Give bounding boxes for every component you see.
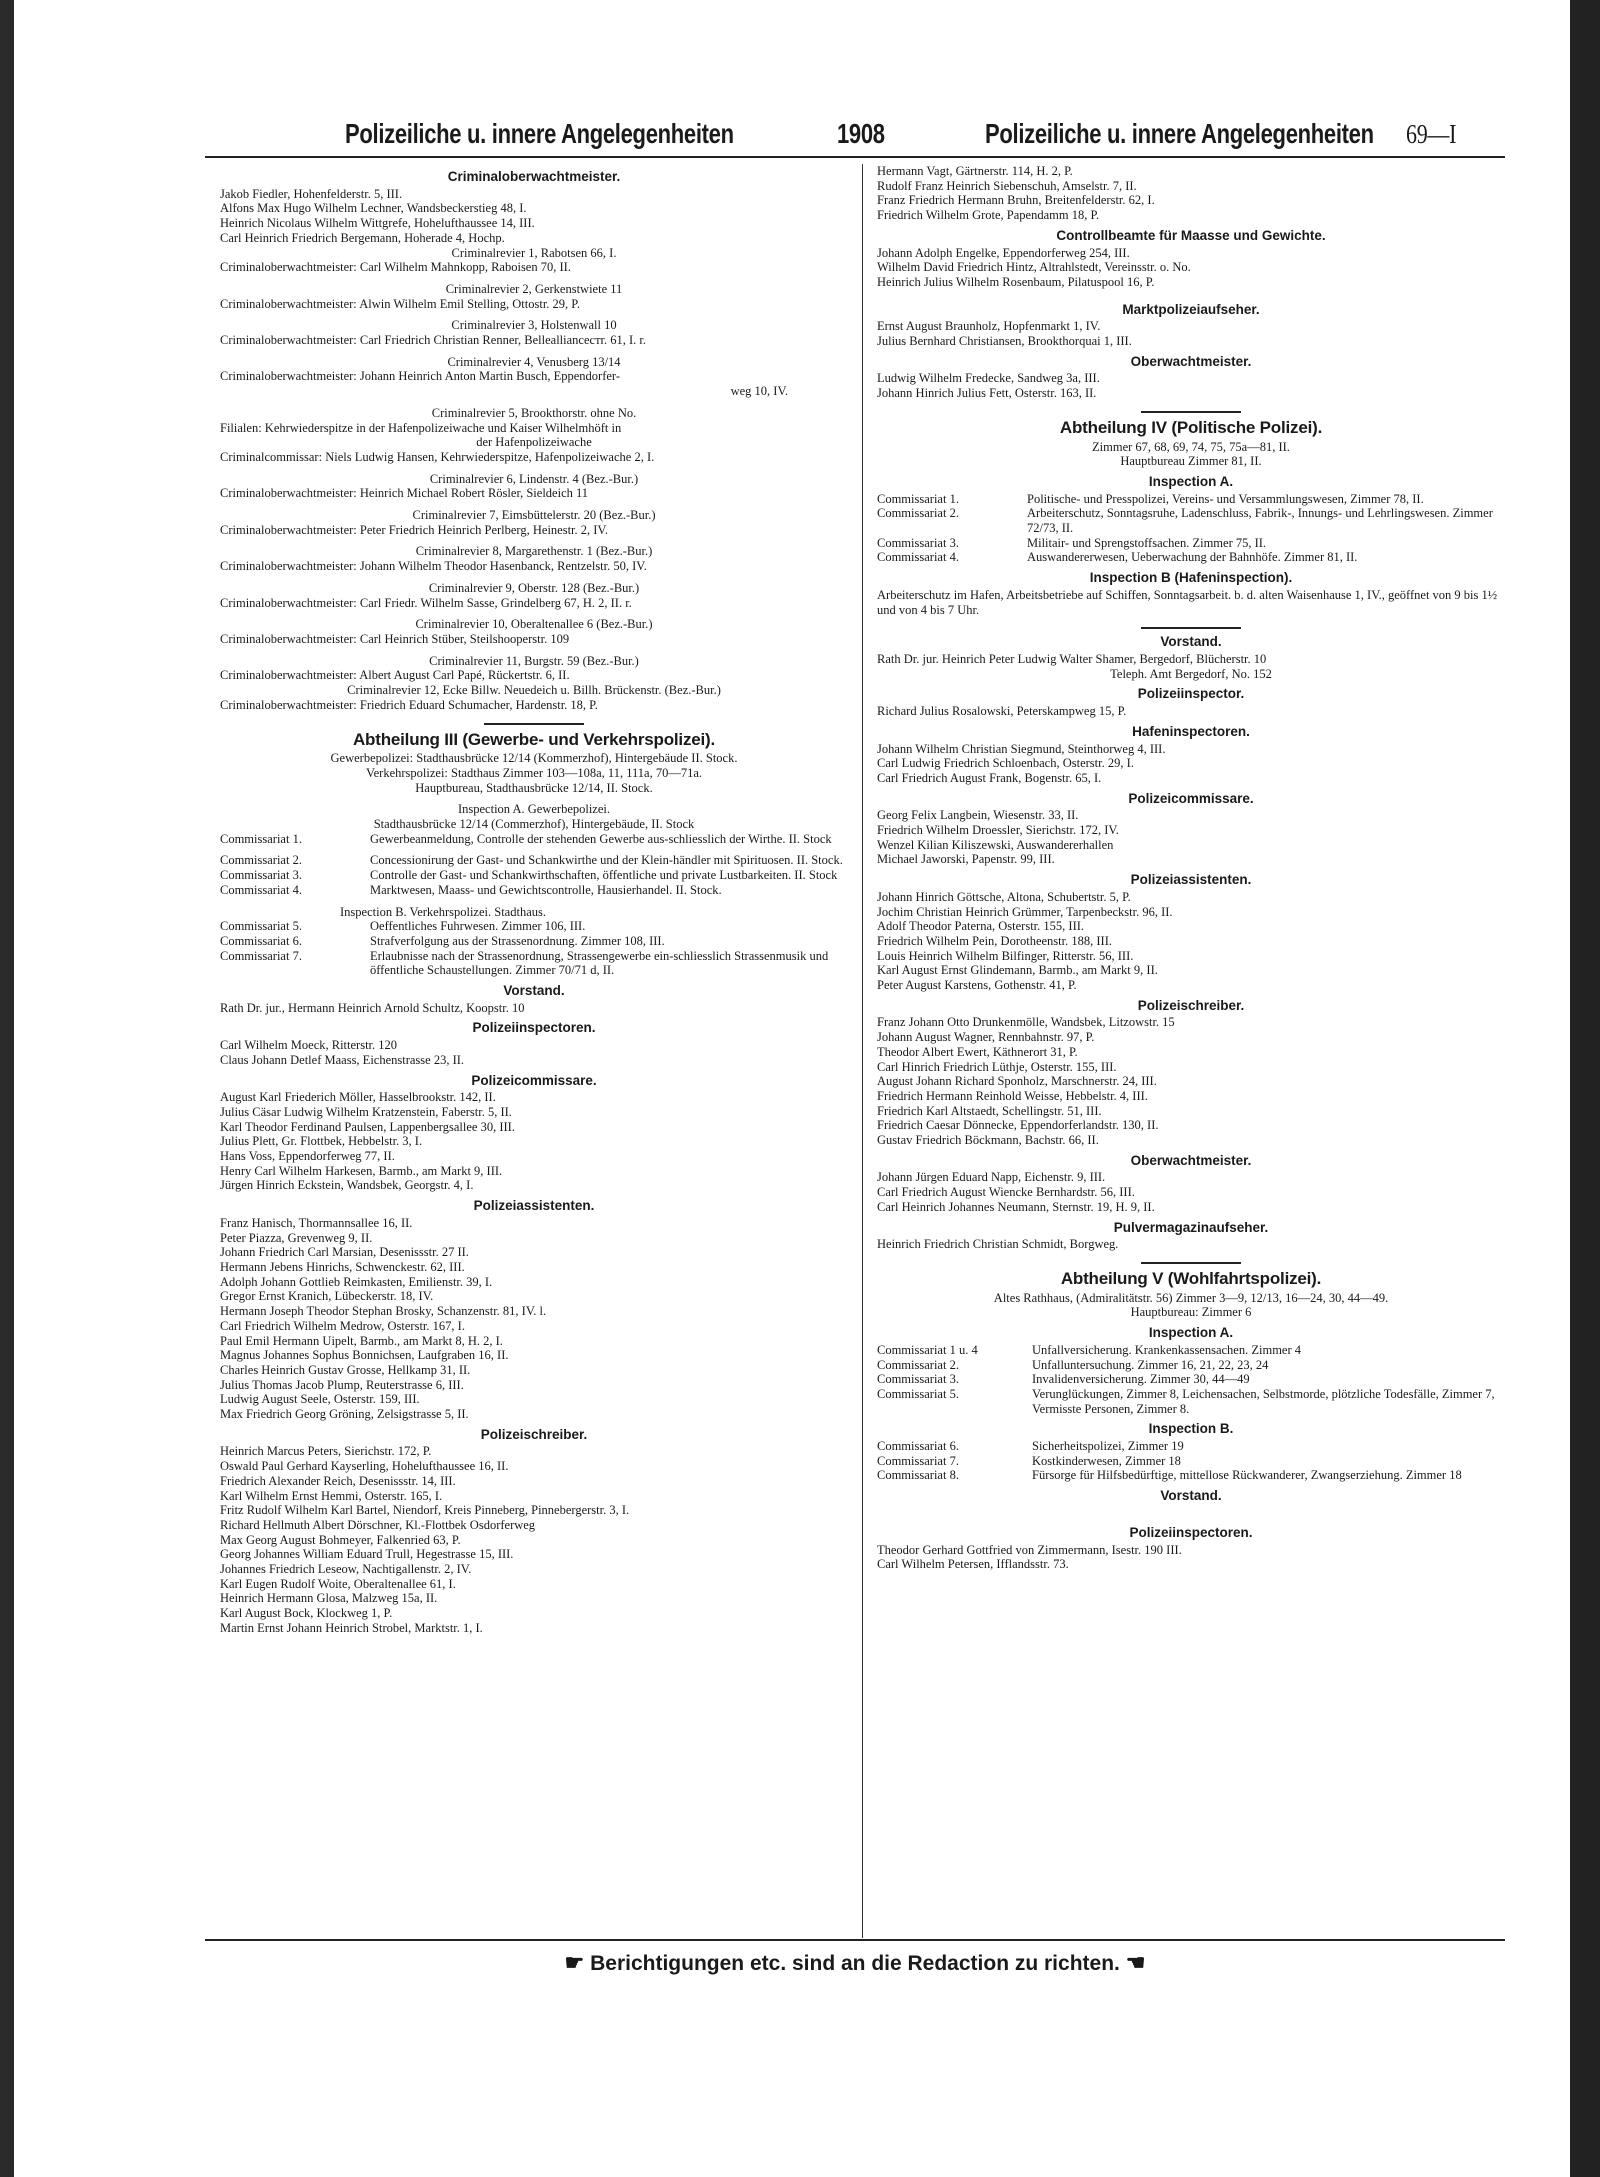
commissariat-row — [877, 492, 1505, 507]
commissariat-row — [220, 868, 848, 883]
entry-line: Franz Johann Otto Drunkenmölle, Wandsbek, Litzowstr. 15 — [877, 1015, 1175, 1030]
department-address: Hauptbureau, Stadthausbrücke 12/14, II. Stock. — [415, 780, 653, 795]
revier-title: Criminalrevier 6, Lindenstr. 4 (Bez.-Bur.) — [429, 471, 639, 486]
revier-title: Criminalrevier 3, Holstenwall 10 — [451, 318, 617, 333]
revier-block — [220, 683, 848, 712]
entry-line: Carl Hinrich Friedrich Lüthje, Osterstr. 155, III. — [877, 1059, 1117, 1074]
section-title: Marktpolizeiaufseher. — [1122, 301, 1260, 317]
entry-line: Johann Jürgen Eduard Napp, Eichenstr. 9, III. — [877, 1170, 1106, 1185]
entry-line: August Johann Richard Sponholz, Marschnerstr. 24, III. — [877, 1074, 1157, 1089]
entry-line: Criminaloberwachtmeister: Carl Heinrich Stüber, Steilshooperstr. 109 — [220, 631, 570, 646]
section-rule — [484, 723, 584, 725]
commissariat-label: Commissariat 4. — [877, 550, 959, 565]
section-title: Polizeischreiber. — [480, 1426, 588, 1442]
entry-line: Johann Hinrich Göttsche, Altona, Schubertstr. 5, P. — [877, 889, 1131, 904]
department-address: Altes Rathhaus, (Admiralitätstr. 56) Zimmer 3—9, 12/13, 16—24, 30, 44—49. — [993, 1290, 1389, 1305]
entry-line: Max Friedrich Georg Gröning, Zelsigstrasse 5, II. — [220, 1407, 469, 1422]
entry-line: Johann Adolph Engelke, Eppendorferweg 254, III. — [877, 245, 1130, 260]
commissariat-label: Commissariat 2. — [877, 1357, 959, 1372]
entry-line: Teleph. Amt Bergedorf, No. 152 — [1110, 666, 1272, 681]
commissariat-desc: Invalidenversicherung. Zimmer 30, 44—49 — [1032, 1372, 1250, 1387]
department-address: Hauptbureau: Zimmer 6 — [1130, 1305, 1252, 1320]
inspection-title: Inspection B. Verkehrspolizei. Stadthaus. — [340, 904, 546, 919]
section-title: Polizeicommissare. — [1128, 790, 1254, 806]
entry-line: Carl Friedrich Wilhelm Medrow, Osterstr. 167, I. — [220, 1318, 465, 1333]
bottom-rule — [205, 1939, 1505, 1941]
revier-title: Criminalrevier 8, Margarethenstr. 1 (Bez.-Bur.) — [415, 544, 653, 559]
commissariat-row — [877, 1358, 1505, 1373]
entry-line: Julius Plett, Gr. Flottbek, Hebbelstr. 3, I. — [220, 1134, 423, 1149]
commissariat-desc: Unfalluntersuchung. Zimmer 16, 21, 22, 23, 24 — [1032, 1357, 1269, 1372]
entry-line: Criminaloberwachtmeister: Carl Friedr. Wilhelm Sasse, Grindelberg 67, H. 2, II. r. — [220, 595, 632, 610]
revier-block — [220, 508, 848, 537]
commissariat-row — [877, 550, 1505, 565]
entry-line: Karl August Ernst Glindemann, Barmb., am Markt 9, II. — [877, 963, 1158, 978]
commissariat-label: Commissariat 3. — [220, 868, 302, 883]
entry-line: Hans Voss, Eppendorferweg 77, II. — [220, 1149, 395, 1164]
entry-line: Ernst August Braunholz, Hopfenmarkt 1, IV. — [877, 319, 1101, 334]
revier-block — [220, 282, 848, 311]
pointing-hand-left-icon: ☚ — [1125, 1950, 1146, 1975]
section-title: Vorstand. — [1160, 634, 1222, 650]
entry-line: Criminaloberwachtmeister: Carl Friedrich Christian Renner, Belleallianceстr. 61, I. r. — [220, 333, 647, 348]
section-rule — [1141, 1262, 1241, 1264]
commissariat-desc: Sicherheitspolizei, Zimmer 19 — [1032, 1439, 1184, 1454]
column-divider — [862, 164, 863, 1938]
entry-line: Friedrich Caesar Dönnecke, Eppendorferlandstr. 130, II. — [877, 1118, 1159, 1133]
header-year: 1908 — [837, 118, 885, 150]
entry-list — [220, 187, 848, 246]
entry-line: Theodor Gerhard Gottfried von Zimmermann, Isestr. 190 III. — [877, 1542, 1182, 1557]
section-title: Vorstand. — [1160, 1488, 1222, 1504]
department-address: Zimmer 67, 68, 69, 74, 75, 75a—81, II. — [1092, 439, 1290, 454]
commissariat-row — [220, 832, 848, 847]
commissariat-label: Commissariat 5. — [877, 1386, 959, 1401]
commissariat-desc: Arbeiterschutz, Sonntagsruhe, Ladenschluss, Fabrik-, Innungs- und Lehrlingswesen. Zimmer 72/73, II. — [1027, 506, 1493, 536]
revier-title: Criminalrevier 4, Venusberg 13/14 — [447, 354, 621, 369]
entry-line: Heinrich Hermann Glosa, Malzweg 15a, II. — [220, 1591, 438, 1606]
inspection-title: Inspection B (Hafeninspection). — [1089, 570, 1293, 586]
entry-line: Rath Dr. jur., Hermann Heinrich Arnold Schultz, Koopstr. 10 — [220, 1000, 525, 1015]
revier-block — [220, 355, 848, 399]
commissariat-desc: Concessionirung der Gast- und Schankwirthe und der Klein-händler mit Spirituosen. II. Stock. — [370, 853, 843, 868]
commissariat-label: Commissariat 3. — [877, 1372, 959, 1387]
entry-line: der Hafenpolizeiwache — [476, 435, 592, 450]
commissariat-row — [220, 949, 848, 978]
page-number: 69—I — [1406, 118, 1457, 150]
entry-line: Hermann Joseph Theodor Stephan Brosky, Schanzenstr. 81, IV. l. — [220, 1304, 547, 1319]
entry-line: Heinrich Marcus Peters, Sierichstr. 172, P. — [220, 1444, 432, 1459]
entry-line: Criminaloberwachtmeister: Johann Wilhelm Theodor Hasenbanck, Rentzelstr. 50, IV. — [220, 559, 647, 574]
entry-line: Criminaloberwachtmeister: Friedrich Eduard Schumacher, Hardenstr. 18, P. — [220, 697, 598, 712]
commissariat-desc: Oeffentliches Fuhrwesen. Zimmer 106, III. — [370, 919, 586, 934]
entry-line: Jürgen Hinrich Eckstein, Wandsbek, Georgstr. 4, I. — [220, 1178, 474, 1193]
entry-line: Charles Heinrich Gustav Grosse, Hellkamp 31, II. — [220, 1362, 471, 1377]
commissariat-label: Commissariat 4. — [220, 882, 302, 897]
commissariat-desc: Gewerbeanmeldung, Controlle der stehenden Gewerbe aus-schliesslich der Wirthe. II. Stock — [370, 831, 832, 846]
footer-text: Berichtigungen etc. sind an die Redaction zu richten. — [590, 1952, 1120, 1975]
section-title: Hafeninspectoren. — [1132, 723, 1250, 739]
entry-line: Louis Heinrich Wilhelm Bilfinger, Ritterstr. 56, III. — [877, 948, 1134, 963]
department-title: Abtheilung V (Wohlfahrtspolizei). — [1060, 1269, 1322, 1288]
section-title: Pulvermagazinaufseher. — [1113, 1219, 1269, 1235]
entry-line: Peter Piazza, Grevenweg 9, II. — [220, 1230, 373, 1245]
commissariat-row — [220, 934, 848, 949]
commissariat-row — [877, 1387, 1505, 1416]
entry-line: Johann Friedrich Carl Marsian, Desenissstr. 27 II. — [220, 1245, 469, 1260]
entry-line: Friedrich Karl Altstaedt, Schellingstr. 51, III. — [877, 1103, 1102, 1118]
entry-line: Rudolf Franz Heinrich Siebenschuh, Amselstr. 7, II. — [877, 178, 1137, 193]
section-title: Polizeiinspectoren. — [472, 1020, 596, 1036]
commissariat-row — [877, 1372, 1505, 1387]
entry-line: Johannes Friedrich Leseow, Nachtigallenstr. 2, IV. — [220, 1562, 472, 1577]
entry-line: Paul Emil Hermann Uipelt, Barmb., am Markt 8, H. 2, I. — [220, 1333, 503, 1348]
commissariat-desc: Erlaubnisse nach der Strassenordnung, Strassengewerbe ein-schliesslich Strassenmusik und öffentliche Schaustellungen. Zimmer 70/71 d, II. — [370, 948, 829, 978]
entry-line: Friedrich Wilhelm Droessler, Sierichstr. 172, IV. — [877, 823, 1119, 838]
commissariat-desc: Politische- und Presspolizei, Vereins- und Versammlungswesen, Zimmer 78, II. — [1027, 491, 1424, 506]
section-title: Oberwachtmeister. — [1130, 353, 1252, 369]
entry-line: Franz Hanisch, Thormannsallee 16, II. — [220, 1215, 413, 1230]
commissariat-desc: Verunglückungen, Zimmer 8, Leichensachen, Selbstmorde, plötzliche Todesfälle, Zimmer 7, Vermisste Personen, Zimmer 8. — [1032, 1386, 1495, 1416]
commissariat-label: Commissariat 3. — [877, 535, 959, 550]
section-title: Criminaloberwachtmeister. — [447, 169, 621, 184]
section-title: Polizeiinspector. — [1137, 686, 1245, 702]
revier-title: Criminalrevier 11, Burgstr. 59 (Bez.-Bur.) — [429, 653, 639, 668]
entry-line: Criminaloberwachtmeister: Carl Wilhelm Mahnkopp, Raboisen 70, II. — [220, 260, 571, 275]
commissariat-desc: Strafverfolgung aus der Strassenordnung. Zimmer 108, III. — [370, 933, 665, 948]
entry-line: Johann Hinrich Julius Fett, Osterstr. 163, II. — [877, 386, 1097, 401]
entry-line: Richard Julius Rosalowski, Peterskampweg 15, P. — [877, 704, 1127, 719]
commissariat-label: Commissariat 6. — [877, 1439, 959, 1454]
entry-line: Carl Heinrich Friedrich Bergemann, Hoherade 4, Hochp. — [220, 230, 505, 245]
inspection-title: Inspection A. Gewerbepolizei. — [457, 802, 611, 817]
entry-line: Wenzel Kilian Kiliszewski, Auswandererhallen — [877, 837, 1114, 852]
commissariat-label: Commissariat 7. — [220, 948, 302, 963]
commissariat-label: Commissariat 7. — [877, 1453, 959, 1468]
entry-line: Fritz Rudolf Wilhelm Karl Bartel, Niendorf, Kreis Pinneberg, Pinnebergerstr. 3, I. — [220, 1503, 630, 1518]
entry-line: Julius Bernhard Christiansen, Brookthorquai 1, III. — [877, 334, 1132, 349]
right-column — [877, 164, 1505, 1572]
commissariat-label: Commissariat 6. — [220, 933, 302, 948]
section-title: Polizeiinspectoren. — [1129, 1524, 1253, 1540]
entry-line: Henry Carl Wilhelm Harkesen, Barmb., am Markt 9, III. — [220, 1163, 503, 1178]
entry-line: Georg Johannes William Eduard Trull, Hegestrasse 15, III. — [220, 1547, 514, 1562]
commissariat-row — [220, 853, 848, 868]
department-title: Abtheilung IV (Politische Polizei). — [1059, 417, 1323, 437]
entry-line: Max Georg August Bohmeyer, Falkenried 63, P. — [220, 1532, 461, 1547]
revier-block — [220, 318, 848, 347]
entry-line: Heinrich Julius Wilhelm Rosenbaum, Pilatuspool 16, P. — [877, 274, 1155, 289]
commissariat-row — [877, 1439, 1505, 1454]
inspection-title: Inspection A. — [1148, 1325, 1234, 1341]
commissariat-label: Commissariat 1. — [877, 491, 959, 506]
commissariat-label: Commissariat 1 u. 4 — [877, 1342, 978, 1357]
entry-line: Martin Ernst Johann Heinrich Strobel, Marktstr. 1, I. — [220, 1620, 483, 1635]
commissariat-desc: Auswandererwesen, Ueberwachung der Bahnhöfe. Zimmer 81, II. — [1027, 550, 1358, 565]
commissariat-label: Commissariat 8. — [877, 1468, 959, 1483]
entry-line: Jakob Fiedler, Hohenfelderstr. 5, III. — [220, 186, 403, 201]
entry-line: Heinrich Friedrich Christian Schmidt, Borgweg. — [877, 1237, 1119, 1252]
entry-line: Heinrich Nicolaus Wilhelm Wittgrefe, Hohelufthaussee 14, III. — [220, 216, 535, 231]
scan-edge-left — [0, 0, 14, 2177]
revier-title: Criminalrevier 9, Oberstr. 128 (Bez.-Bur.) — [428, 580, 640, 595]
scan-edge-right — [1570, 0, 1600, 2177]
commissariat-desc: Kostkinderwesen, Zimmer 18 — [1032, 1453, 1181, 1468]
commissariat-desc: Militair- und Sprengstoffsachen. Zimmer 75, II. — [1027, 535, 1267, 550]
inspection-title: Inspection A. — [1148, 473, 1234, 489]
commissariat-desc: Unfallversicherung. Krankenkassensachen. Zimmer 4 — [1032, 1342, 1302, 1357]
entry-line: Friedrich Wilhelm Pein, Dorotheenstr. 188, III. — [877, 933, 1112, 948]
entry-line: Karl August Bock, Klockweg 1, P. — [220, 1606, 393, 1621]
commissariat-label: Commissariat 5. — [220, 919, 302, 934]
entry-line: Magnus Johannes Sophus Bonnichsen, Laufgraben 16, II. — [220, 1348, 509, 1363]
revier-block — [220, 406, 848, 465]
inspection-title: Inspection B. — [1148, 1421, 1234, 1437]
revier-title: Criminalrevier 10, Oberaltenallee 6 (Bez.-Bur.) — [415, 617, 653, 632]
section-title: Vorstand. — [503, 983, 565, 999]
revier-title: Criminalrevier 5, Brookthorstr. ohne No. — [431, 405, 637, 420]
section-rule — [1141, 627, 1241, 629]
revier-title: Criminalrevier 7, Eimsbüttelerstr. 20 (Bez.-Bur.) — [412, 508, 656, 523]
department-address: Gewerbepolizei: Stadthausbrücke 12/14 (Kommerzhof), Hintergebäude II. Stock. — [330, 751, 738, 766]
left-column — [220, 164, 848, 1636]
entry-line: Rath Dr. jur. Heinrich Peter Ludwig Walter Shamer, Bergedorf, Blücherstr. 10 — [877, 651, 1267, 666]
entry-line: Criminaloberwachtmeister: Peter Friedrich Heinrich Perlberg, Heinestr. 2, IV. — [220, 522, 608, 537]
entry-line: Adolf Theodor Paterna, Osterstr. 155, III. — [877, 919, 1085, 934]
entry-line: Wilhelm David Friedrich Hintz, Altrahlstedt, Vereinsstr. o. No. — [877, 260, 1191, 275]
entry-line: Carl Heinrich Johannes Neumann, Sternstr. 19, H. 9, II. — [877, 1199, 1155, 1214]
section-title: Polizeiassistenten. — [473, 1198, 595, 1214]
entry-line: Gregor Ernst Kranich, Lübeckerstr. 18, IV. — [220, 1289, 434, 1304]
entry-line: Peter August Karstens, Gothenstr. 41, P. — [877, 978, 1077, 993]
entry-line: Criminaloberwachtmeister: Alwin Wilhelm Emil Stelling, Ottostr. 29, P. — [220, 296, 581, 311]
entry-line: Carl Ludwig Friedrich Schloenbach, Osterstr. 29, I. — [877, 756, 1134, 771]
commissariat-row — [877, 506, 1505, 535]
entry-line: Karl Wilhelm Ernst Hemmi, Osterstr. 165, I. — [220, 1488, 443, 1503]
commissariat-row — [877, 1454, 1505, 1469]
commissariat-label: Commissariat 1. — [220, 831, 302, 846]
entry-line: Criminaloberwachtmeister: Heinrich Michael Robert Rösler, Sieldeich 11 — [220, 486, 589, 501]
revier-block — [220, 472, 848, 501]
entry-line: Richard Hellmuth Albert Dörschner, Kl.-Flottbek Osdorferweg — [220, 1517, 536, 1532]
revier-block — [220, 617, 848, 646]
revier-block — [220, 246, 848, 275]
entry-line: Georg Felix Langbein, Wiesenstr. 33, II. — [877, 808, 1079, 823]
entry-line: Claus Johann Detlef Maass, Eichenstrasse 23, II. — [220, 1052, 465, 1067]
department-title: Abtheilung III (Gewerbe- und Verkehrspolizei). — [352, 729, 716, 749]
entry-line: Alfons Max Hugo Wilhelm Lechner, Wandsbeckerstieg 48, I. — [220, 201, 527, 216]
entry-line: Johann Wilhelm Christian Siegmund, Steinthorweg 4, III. — [877, 741, 1166, 756]
section-title: Oberwachtmeister. — [1130, 1152, 1252, 1168]
department-address: Hauptbureau Zimmer 81, II. — [1120, 454, 1262, 469]
revier-block — [220, 581, 848, 610]
commissariat-label: Commissariat 2. — [220, 853, 302, 868]
commissariat-row — [220, 883, 848, 898]
inspection-address: Stadthausbrücke 12/14 (Commerzhof), Hintergebäude, II. Stock — [373, 817, 695, 832]
entry-line: Ludwig Wilhelm Fredecke, Sandweg 3a, III. — [877, 371, 1100, 386]
entry-line: Karl Eugen Rudolf Woite, Oberaltenallee 61, I. — [220, 1576, 456, 1591]
section-title: Controllbeamte für Maasse und Gewichte. — [1056, 227, 1326, 243]
entry-line: Hermann Jebens Hinrichs, Schwenckestr. 62, III. — [220, 1260, 465, 1274]
commissariat-desc: Fürsorge für Hilfsbedürftige, mittellose Rückwanderer, Zwangserziehung. Zimmer 18 — [1032, 1468, 1462, 1483]
entry-line: Julius Thomas Jacob Plump, Reuterstrasse 6, III. — [220, 1377, 464, 1392]
commissariat-row — [877, 1468, 1505, 1483]
commissariat-row — [220, 919, 848, 934]
entry-line: Oswald Paul Gerhard Kayserling, Hohelufthaussee 16, II. — [220, 1459, 509, 1474]
revier-title: Criminalrevier 1, Rabotsen 66, I. — [451, 245, 617, 260]
commissariat-row — [877, 536, 1505, 551]
entry-line: Gustav Friedrich Böckmann, Bachstr. 66, II. — [877, 1133, 1099, 1148]
commissariat-desc: Marktwesen, Maass- und Gewichtscontrolle, Hausierhandel. II. Stock. — [370, 882, 722, 897]
entry-line: Hermann Vagt, Gärtnerstr. 114, H. 2, P. — [877, 164, 1073, 178]
entry-line: Karl Theodor Ferdinand Paulsen, Lappenbergsallee 30, III. — [220, 1119, 515, 1134]
revier-title: Criminalrevier 12, Ecke Billw. Neuedeich u. Billh. Brückenstr. (Bez.-Bur.) — [347, 683, 721, 698]
entry-line: Jochim Christian Heinrich Grümmer, Tarpenbeckstr. 96, II. — [877, 904, 1173, 919]
entry-line: Criminaloberwachtmeister: Albert August Carl Papé, Rückertstr. 6, II. — [220, 668, 570, 683]
entry-line: Carl Friedrich August Frank, Bogenstr. 65, I. — [877, 770, 1102, 785]
entry-line: Friedrich Hermann Reinhold Weisse, Hebbelstr. 4, III. — [877, 1088, 1148, 1103]
header-right-title: Polizeiliche u. innere Angelegenheiten — [985, 118, 1374, 150]
entry-line: Carl Wilhelm Petersen, Ifflandsstr. 73. — [877, 1557, 1069, 1572]
page-header — [205, 112, 1505, 158]
entry-line: Carl Wilhelm Moeck, Ritterstr. 120 — [220, 1038, 398, 1053]
entry-line: Ludwig August Seele, Osterstr. 159, III. — [220, 1392, 420, 1407]
inspection-text: Arbeiterschutz im Hafen, Arbeitsbetriebe auf Schiffen, Sonntagsarbeit. b. d. alten Waisenhause 1, IV., geöffnet von 9 bis 1½ und von 4 bis 7 Uhr. — [877, 587, 1498, 617]
commissariat-desc: Controlle der Gast- und Schankwirthschaften, öffentliche und private Lustbarkeiten. II. Stock — [370, 868, 838, 883]
entry-line: Michael Jaworski, Papenstr. 99, III. — [877, 852, 1055, 867]
section-rule — [1141, 411, 1241, 413]
entry-line: Criminaloberwachtmeister: Johann Heinrich Anton Martin Busch, Eppendorfer- — [220, 369, 620, 384]
entry-line: August Karl Friederich Möller, Hasselbrookstr. 142, II. — [220, 1090, 496, 1105]
entry-line: Julius Cäsar Ludwig Wilhelm Kratzenstein, Faberstr. 5, II. — [220, 1104, 512, 1119]
revier-title: Criminalrevier 2, Gerkenstwiete 11 — [445, 281, 623, 296]
header-left-title: Polizeiliche u. innere Angelegenheiten — [345, 118, 734, 150]
entry-line: Friedrich Wilhelm Grote, Papendamm 18, P. — [877, 208, 1100, 223]
section-title: Polizeiassistenten. — [1130, 872, 1252, 888]
revier-block — [220, 544, 848, 573]
entry-line: Friedrich Alexander Reich, Desenissstr. 14, III. — [220, 1473, 456, 1488]
revier-block — [220, 654, 848, 683]
directory-page — [205, 112, 1505, 2000]
department-address: Verkehrspolizei: Stadthaus Zimmer 103—108a, 11, 111a, 70—71a. — [365, 765, 703, 780]
section-title: Polizeicommissare. — [471, 1072, 597, 1088]
pointing-hand-right-icon: ☛ — [564, 1950, 585, 1975]
footer-notice — [205, 1950, 1505, 1976]
section-title: Polizeischreiber. — [1137, 997, 1245, 1013]
entry-line: Adolph Johann Gottlieb Reimkasten, Emilienstr. 39, I. — [220, 1274, 493, 1289]
entry-line: Criminalcommissar: Niels Ludwig Hansen, Kehrwiederspitze, Hafenpolizeiwache 2, I. — [220, 449, 655, 464]
entry-line: weg 10, IV. — [730, 384, 788, 399]
entry-line: Carl Friedrich August Wiencke Bernhardstr. 56, III. — [877, 1185, 1135, 1200]
entry-line: Franz Friedrich Hermann Bruhn, Breitenfelderstr. 62, I. — [877, 193, 1155, 208]
entry-line: Theodor Albert Ewert, Käthnerort 31, P. — [877, 1044, 1078, 1059]
entry-line: Filialen: Kehrwiederspitze in der Hafenpolizeiwache und Kaiser Wilhelmhöft in — [220, 420, 622, 435]
entry-line: Johann August Wagner, Rennbahnstr. 97, P. — [877, 1030, 1095, 1045]
commissariat-label: Commissariat 2. — [877, 506, 959, 521]
commissariat-row — [877, 1343, 1505, 1358]
